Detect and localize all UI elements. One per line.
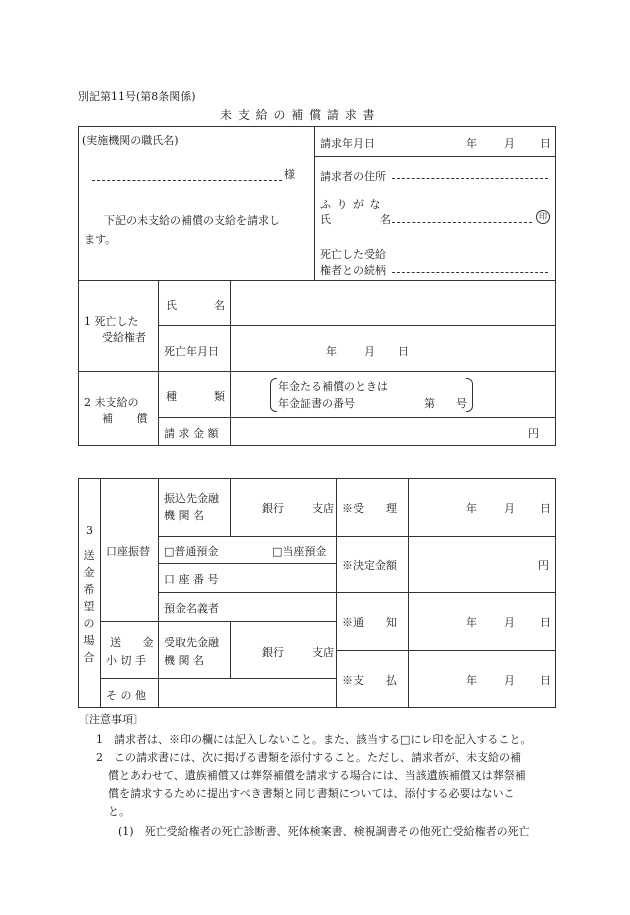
agency-name-line[interactable]: [92, 180, 282, 181]
touza-checkbox[interactable]: □当座預金: [272, 545, 327, 558]
receive-bank-label-2: 機 関 名: [164, 654, 204, 667]
request-date-label: 請求年月日: [320, 137, 375, 150]
section2-label-2: 補 償: [102, 412, 158, 425]
amount-yen: 円: [528, 427, 539, 440]
pension-line-2: 年金証書の番号: [278, 397, 355, 410]
request-date-month: 月: [504, 137, 515, 150]
section3-vertical-1: 金: [83, 566, 95, 579]
name-label-mei: 名: [380, 213, 391, 226]
claimant-name-line[interactable]: [392, 222, 532, 223]
account-holder-label: 預金名義者: [164, 602, 219, 615]
check-label-1: 送 金: [110, 636, 154, 649]
notice-year: 年: [466, 616, 477, 629]
section3-vertical-5: 場: [83, 634, 95, 647]
address-label: 請求者の住所: [320, 170, 386, 183]
address-line[interactable]: [392, 178, 548, 179]
form-number: 別記第11号(第8条関係): [78, 90, 196, 103]
relation-line[interactable]: [392, 272, 548, 273]
deceased-name-mei: 名: [214, 299, 225, 312]
death-date-month: 月: [364, 345, 375, 358]
payment-label: ※支 払: [342, 674, 397, 687]
bank-suffix: 銀行: [262, 502, 284, 515]
death-date-day: 日: [398, 345, 409, 358]
bank-label-1: 振込先金融: [164, 492, 219, 505]
payment-year: 年: [466, 674, 477, 687]
request-date-year: 年: [466, 137, 477, 150]
receive-bank-label-1: 受取先金融: [164, 636, 219, 649]
section3-vertical-3: 望: [83, 600, 95, 613]
receipt-day: 日: [540, 502, 551, 515]
receipt-label: ※受 理: [342, 502, 397, 515]
relation-label-2: 権者との続柄: [320, 264, 386, 277]
section3-vertical-6: 合: [83, 651, 95, 664]
payment-day: 日: [540, 674, 551, 687]
notice-label: ※通 知: [342, 616, 397, 629]
agency-label: (実施機関の職氏名): [82, 134, 179, 147]
note-line-5: と。: [108, 805, 130, 818]
relation-label-1: 死亡した受給: [320, 248, 386, 261]
death-date-label: 死亡年月日: [164, 345, 219, 358]
account-number-label: 口 座 番 号: [164, 573, 219, 586]
futsuu-checkbox[interactable]: □普通預金: [164, 545, 219, 558]
bracket-left: [270, 378, 277, 412]
section3-number: 3: [86, 524, 93, 537]
type-label-2: 類: [214, 390, 225, 403]
notice-month: 月: [504, 616, 515, 629]
branch-suffix: 支店: [312, 502, 334, 515]
furigana-label: ふ り が な: [320, 198, 382, 211]
receipt-month: 月: [504, 502, 515, 515]
other-label: そ の 他: [106, 689, 146, 702]
decided-amount-yen: 円: [538, 559, 549, 572]
request-statement-2: ます。: [84, 233, 117, 246]
section1-label-2: 受給権者: [102, 331, 146, 344]
receive-bank-suffix: 銀行: [262, 646, 284, 659]
note-line-6: (1) 死亡受給権者の死亡診断書、死体検案書、検視調書その他死亡受給権者の死亡: [118, 825, 530, 838]
note-line-3: 償とあわせて、遺族補償又は葬祭補償を請求する場合には、当該遺族補償又は葬祭補: [108, 769, 526, 782]
note-line-1: 1 請求者は、※印の欄には記入しないこと。また、該当する□にレ印を記入すること。: [96, 733, 532, 746]
notice-day: 日: [540, 616, 551, 629]
request-statement-1: 下記の未支給の補償の支給を請求し: [104, 214, 280, 227]
check-label-2: 小 切 手: [106, 654, 146, 667]
notes-heading: 〔注意事項〕: [78, 713, 144, 726]
pension-go: 号: [456, 397, 467, 410]
note-line-2: 2 この請求書には、次に掲げる書類を添付すること。ただし、請求者が、未支給の補: [96, 751, 521, 764]
sama-label: 様: [284, 168, 295, 181]
payment-month: 月: [504, 674, 515, 687]
pension-dai: 第: [424, 397, 435, 410]
seal-mark: 印: [536, 210, 550, 224]
name-label-shi: 氏: [320, 213, 331, 226]
form-title: 未 支 給 の 補 償 請 求 書: [220, 108, 376, 122]
bracket-right: [466, 378, 473, 412]
note-line-4: 償を請求するために提出すべき書類と同じ書類については、添付する必要はないこ: [108, 787, 515, 800]
account-transfer-label: 口座振替: [106, 545, 150, 558]
receive-branch-suffix: 支店: [312, 646, 334, 659]
receipt-year: 年: [466, 502, 477, 515]
death-date-year: 年: [326, 345, 337, 358]
section2-label-1: 2 未支給の: [84, 396, 139, 409]
deceased-name-shi: 氏: [166, 299, 177, 312]
pension-line-1: 年金たる補償のときは: [278, 380, 388, 393]
request-date-day: 日: [540, 137, 551, 150]
type-label-1: 種: [166, 390, 177, 403]
section3-vertical-0: 送: [83, 549, 95, 562]
section1-label-1: 1 死亡した: [84, 315, 139, 328]
bank-label-2: 機 関 名: [164, 509, 204, 522]
section3-vertical-4: の: [83, 617, 95, 630]
decided-amount-label: ※決定金額: [342, 559, 397, 572]
amount-label: 請 求 金 額: [164, 427, 219, 440]
section3-vertical-2: 希: [83, 583, 95, 596]
